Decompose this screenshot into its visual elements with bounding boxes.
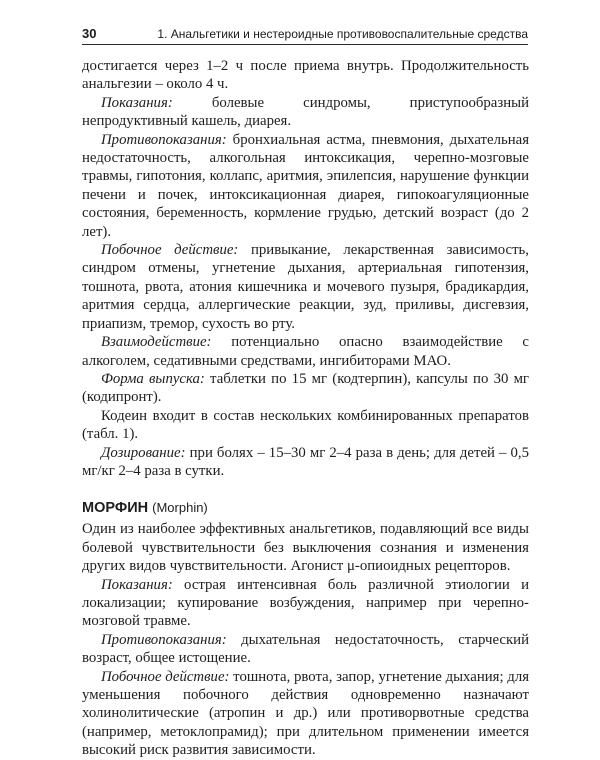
side-effects-label: Побочное действие: [101, 668, 230, 685]
chapter-title: 1. Анальгетики и нестероидные противовоспалительные средства [157, 27, 528, 41]
codeine-interaction [82, 333, 529, 370]
codeine-indications [82, 94, 529, 131]
page-number: 30 [82, 26, 97, 41]
contraindications-label: Противопоказания: [101, 131, 227, 148]
contraindications-label: Противопоказания: [101, 631, 227, 648]
morphine-heading [82, 499, 529, 517]
running-header [82, 24, 528, 42]
header-rule [82, 44, 528, 45]
dosage-label: Дозирование: [101, 444, 186, 461]
indications-text: острая интенсивная боль различной этиологии и локализации; купирование возбуждения, например при черепно-мозговой травме. [82, 576, 529, 630]
codeine-release-form [82, 370, 529, 407]
side-effects-label: Побочное действие: [101, 242, 239, 259]
page-body [82, 57, 529, 760]
dosage-text: при болях – 15–30 мг 2–4 раза в день; для детей – 0,5 мг/кг 2–4 раза в сутки. [82, 444, 529, 479]
section-gap [82, 480, 529, 499]
morphine-contraindications [82, 631, 529, 668]
side-effects-text: тошнота, рвота, запор, угнетение дыхания; для уменьшения побочного действия одновременно назначают холинолитические (атропин и др.) или противорвотные средства (например, метоклопрамид); при длительном применении имеется высокий риск развития зависимости. [82, 668, 530, 759]
contraindications-text: дыхательная недостаточность, старческий возраст, общее истощение. [82, 631, 529, 667]
indications-text: болевые синдромы, приступообразный непродуктивный кашель, диарея. [82, 94, 529, 130]
release-form-label: Форма выпуска: [101, 370, 205, 387]
drug-latin-name: (Morphin) [152, 500, 208, 516]
codeine-combination: Кодеин входит в состав нескольких комбинированных препаратов (табл. 1). [82, 407, 529, 443]
interaction-label: Взаимодействие: [101, 334, 212, 351]
release-form-text: таблетки по 15 мг (кодтерпин), капсулы по 30 мг (кодипронт). [82, 370, 530, 406]
drug-name: МОРФИН [82, 500, 149, 517]
indications-label: Показания: [101, 94, 173, 111]
codeine-side-effects [82, 241, 529, 333]
codeine-contraindications [82, 131, 529, 241]
codeine-intro-paragraph: достигается через 1–2 ч после приема внутрь. Продолжительность анальгезии – около 4 ч. [82, 58, 529, 93]
morphine-side-effects [82, 668, 529, 760]
codeine-dosage [82, 444, 529, 481]
morphine-indications [82, 576, 529, 631]
morphine-intro-paragraph: Один из наиболее эффективных анальгетиков, подавляющий все виды болевой чувствительности без выключения сознания и изменения других видов чувствительности. Агонист μ-опиоидных рецепторов. [82, 521, 529, 575]
indications-label: Показания: [101, 576, 173, 593]
side-effects-text: привыкание, лекарственная зависимость, синдром отмены, угнетение дыхания, артериальная гипотензия, тошнота, рвота, атония кишечника и мочевого пузыря, брадикардия, аритмия сердца, аллергические реакции, зуд, приливы, дисгевзия, приапизм, тремор, сухость во рту. [82, 242, 529, 332]
contraindications-text: бронхиальная астма, пневмония, дыхательная недостаточность, алкогольная интоксикация, черепно-мозговые травмы, гипотония, коллапс, аритмия, эпилепсия, нарушение функции печени и почек, интоксикационная диарея, гипокоагуляционные состояния, беременность, кормление грудью, детский возраст (до 2 лет). [82, 131, 529, 240]
interaction-text: потенциально опасно взаимодействие с алкоголем, седативными средствами, ингибиторами МАО. [82, 334, 529, 369]
